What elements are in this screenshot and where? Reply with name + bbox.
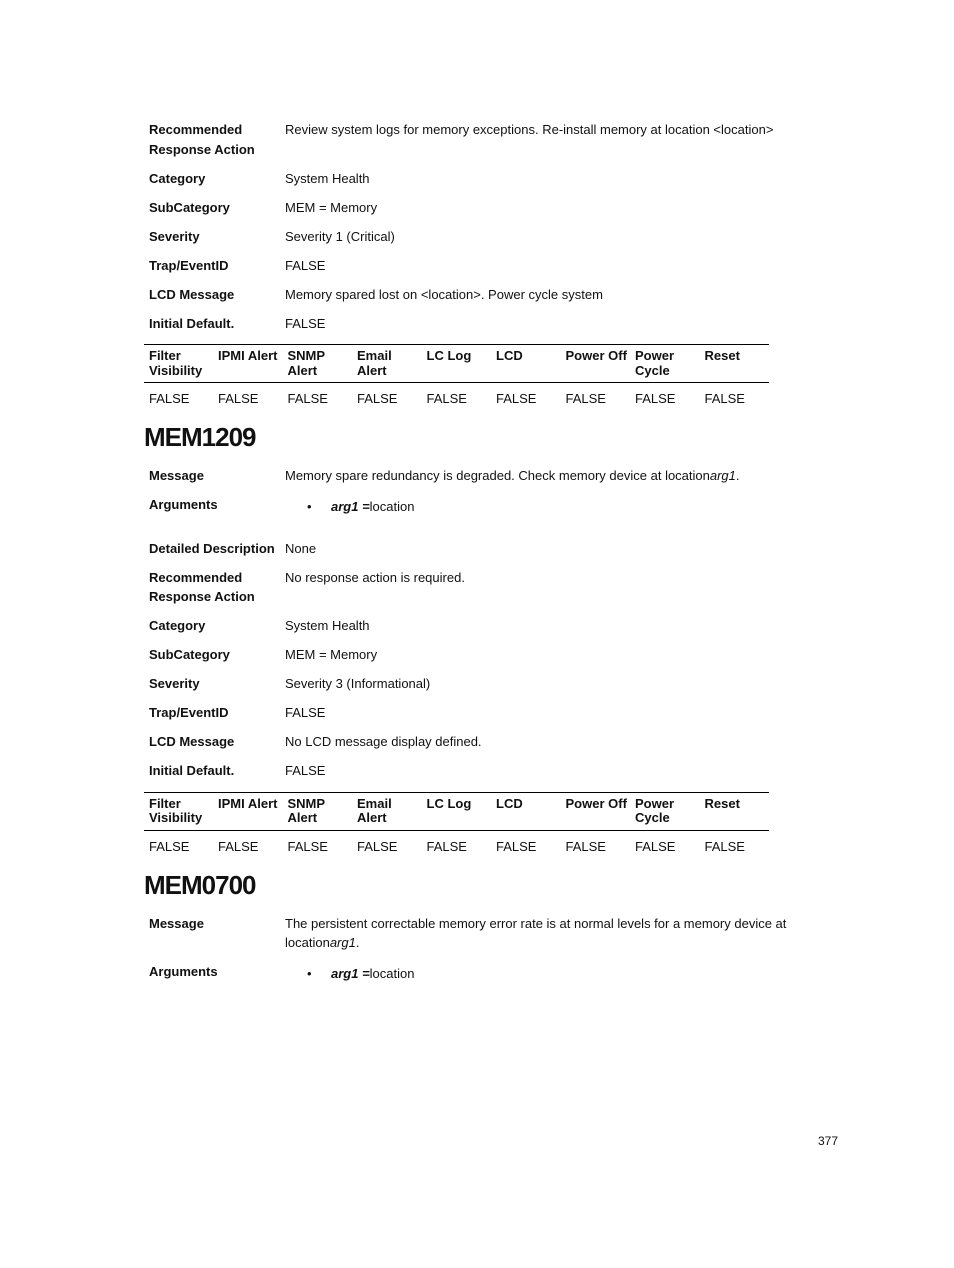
field-label: Detailed Description bbox=[149, 540, 275, 556]
field-row-message bbox=[144, 914, 794, 953]
table-cell: FALSE bbox=[149, 391, 190, 406]
field-value: FALSE bbox=[285, 763, 326, 778]
argument-item bbox=[285, 964, 794, 984]
field-row-severity bbox=[144, 227, 794, 247]
table-cell: FALSE bbox=[565, 391, 606, 406]
field-label: LCD Message bbox=[149, 734, 235, 749]
field-value: No LCD message display defined. bbox=[285, 734, 482, 749]
field-label: Severity bbox=[149, 676, 200, 691]
field-label: Severity bbox=[149, 228, 200, 244]
argument-item bbox=[285, 497, 794, 517]
table-cell: FALSE bbox=[704, 391, 745, 406]
field-value: FALSE bbox=[285, 257, 326, 273]
message-end: . bbox=[355, 935, 360, 950]
field-value: MEM = Memory bbox=[285, 647, 378, 662]
filter-table bbox=[144, 344, 769, 408]
argument-value: location bbox=[369, 966, 415, 981]
field-row-arguments bbox=[144, 495, 794, 517]
field-label: Category bbox=[149, 618, 206, 633]
field-value: FALSE bbox=[285, 315, 326, 331]
field-row-arguments bbox=[144, 962, 794, 984]
field-row-category bbox=[144, 616, 794, 636]
filter-table-row bbox=[144, 830, 769, 856]
bullet-icon: • bbox=[307, 499, 312, 514]
field-value: System Health bbox=[285, 618, 370, 633]
col-header: LCD bbox=[491, 792, 561, 830]
field-label: Initial Default. bbox=[149, 763, 235, 778]
table-cell: FALSE bbox=[357, 391, 398, 406]
table-cell: FALSE bbox=[149, 838, 190, 854]
field-row-recommended-action bbox=[144, 568, 794, 607]
field-value: None bbox=[285, 540, 317, 556]
page-number: 377 bbox=[818, 1134, 839, 1148]
field-value: No response action is required. bbox=[285, 569, 465, 585]
field-value: Memory spared lost on <location>. Power cycle system bbox=[285, 286, 603, 302]
field-row-severity bbox=[144, 674, 794, 694]
field-label: Message bbox=[149, 468, 204, 483]
field-row-subcategory bbox=[144, 645, 794, 665]
col-header: Reset bbox=[700, 345, 770, 383]
field-row-message bbox=[144, 466, 794, 486]
argument-value: location bbox=[369, 499, 415, 514]
col-header: IPMI Alert bbox=[213, 345, 283, 383]
col-header: SNMP Alert bbox=[283, 345, 353, 383]
field-row-trap-eventid bbox=[144, 256, 794, 276]
field-row-initial-default bbox=[144, 761, 794, 781]
field-label: Arguments bbox=[149, 497, 218, 512]
field-row-initial-default bbox=[144, 314, 794, 334]
col-header: LC Log bbox=[422, 345, 492, 383]
table-cell: FALSE bbox=[496, 391, 537, 406]
col-header: Power Cycle bbox=[630, 345, 700, 383]
filter-table-header bbox=[144, 792, 769, 830]
field-row-detailed-description bbox=[144, 539, 794, 559]
field-label: SubCategory bbox=[149, 199, 230, 215]
field-label: Trap/EventID bbox=[149, 257, 229, 273]
top-field-list bbox=[144, 120, 794, 333]
argument-name: arg1 = bbox=[331, 966, 370, 981]
table-cell: FALSE bbox=[357, 838, 398, 854]
section-title-mem1209: MEM1209 bbox=[144, 422, 256, 452]
field-label: Category bbox=[149, 170, 206, 186]
field-label: Initial Default. bbox=[149, 315, 235, 331]
filter-table-header bbox=[144, 345, 769, 383]
field-value: Severity 3 (Informational) bbox=[285, 676, 431, 691]
field-label: Recommended Response Action bbox=[149, 569, 255, 604]
section-title-mem0700: MEM0700 bbox=[144, 869, 256, 900]
field-value: System Health bbox=[285, 170, 370, 186]
bullet-icon: • bbox=[307, 966, 312, 981]
filter-table bbox=[144, 792, 769, 856]
field-value bbox=[285, 914, 794, 953]
field-value: Review system logs for memory exceptions. Re-install memory at location <location> bbox=[285, 122, 774, 137]
table-cell: FALSE bbox=[635, 391, 676, 406]
field-label: Trap/EventID bbox=[149, 705, 229, 720]
col-header: Power Off bbox=[561, 345, 631, 383]
field-value: FALSE bbox=[285, 705, 326, 720]
field-row-category bbox=[144, 169, 794, 189]
col-header: Email Alert bbox=[352, 345, 422, 383]
field-label: Recommended Response Action bbox=[149, 122, 255, 157]
field-value bbox=[285, 495, 794, 517]
message-end: . bbox=[735, 468, 740, 483]
message-text: The persistent correctable memory error rate is at normal levels for a memory device at location bbox=[285, 915, 787, 950]
table-cell: FALSE bbox=[426, 391, 467, 406]
argument-name: arg1 = bbox=[331, 499, 370, 514]
table-cell: FALSE bbox=[218, 391, 259, 406]
table-cell: FALSE bbox=[287, 391, 328, 406]
col-header: LCD bbox=[491, 345, 561, 383]
col-header: LC Log bbox=[422, 792, 492, 830]
field-value bbox=[285, 962, 794, 984]
table-cell: FALSE bbox=[426, 838, 467, 854]
field-value: Severity 1 (Critical) bbox=[285, 228, 395, 244]
table-cell: FALSE bbox=[287, 838, 328, 854]
table-cell: FALSE bbox=[565, 838, 606, 854]
message-arg: arg1 bbox=[709, 468, 736, 483]
message-arg: arg1 bbox=[329, 935, 356, 950]
field-value: MEM = Memory bbox=[285, 199, 378, 215]
table-cell: FALSE bbox=[496, 838, 537, 854]
table-cell: FALSE bbox=[704, 838, 745, 854]
field-label: Message bbox=[149, 915, 204, 931]
col-header: IPMI Alert bbox=[213, 792, 283, 830]
field-label: LCD Message bbox=[149, 286, 235, 302]
field-label: Arguments bbox=[149, 964, 218, 979]
col-header: Filter Visibility bbox=[144, 345, 213, 383]
field-row-recommended-action bbox=[144, 120, 794, 159]
table-cell: FALSE bbox=[218, 838, 259, 854]
col-header: Reset bbox=[700, 792, 770, 830]
document-page bbox=[144, 118, 794, 984]
col-header: Power Off bbox=[561, 792, 631, 830]
col-header: SNMP Alert bbox=[283, 792, 353, 830]
field-row-lcd-message bbox=[144, 732, 794, 752]
field-row-subcategory bbox=[144, 198, 794, 218]
col-header: Power Cycle bbox=[630, 792, 700, 830]
field-row-lcd-message bbox=[144, 285, 794, 305]
field-value bbox=[285, 466, 794, 486]
field-row-trap-eventid bbox=[144, 703, 794, 723]
table-cell: FALSE bbox=[635, 838, 676, 854]
message-text: Memory spare redundancy is degraded. Check memory device at location bbox=[285, 468, 710, 483]
filter-table-row bbox=[144, 383, 769, 409]
col-header: Email Alert bbox=[352, 792, 422, 830]
col-header: Filter Visibility bbox=[144, 792, 213, 830]
field-label: SubCategory bbox=[149, 647, 230, 662]
